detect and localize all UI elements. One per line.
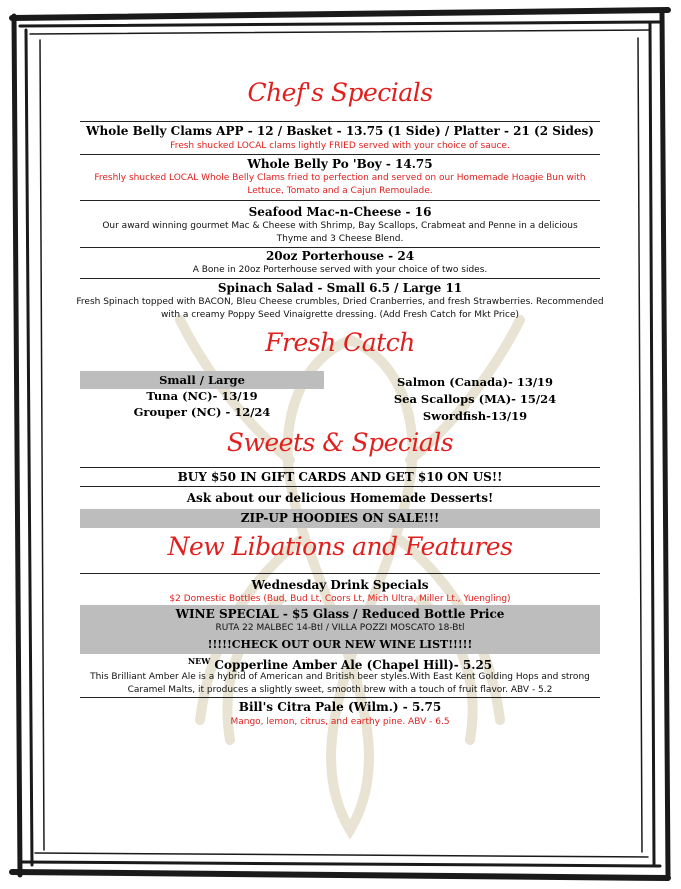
- divider: [80, 247, 600, 248]
- fresh-catch-item: Swordfish-13/19: [422, 409, 528, 423]
- divider: [80, 278, 600, 279]
- fresh-catch-item: Tuna (NC)- 13/19: [146, 389, 258, 403]
- copperline-desc: This Brilliant Amber Ale is a hybrid of American and British beer styles.With East Kent Golding Hops and strong Caramel Malts, it produces a slightly sweet, smooth brew with a touch of fruit flavor. ABV - 5.2: [90, 672, 590, 695]
- chefs-specials-title: Chef's Specials: [247, 78, 433, 107]
- fresh-catch-item: Grouper (NC) - 12/24: [133, 405, 271, 419]
- fresh-catch-item: Sea Scallops (MA)- 15/24: [393, 392, 557, 406]
- fresh-catch-title: Fresh Catch: [265, 328, 415, 357]
- porterhouse-desc: A Bone in 20oz Porterhouse served with your choice of two sides.: [192, 265, 488, 275]
- wine-list-line: !!!!!CHECK OUT OUR NEW WINE LIST!!!!!: [207, 638, 473, 651]
- libations-title: New Libations and Features: [167, 532, 513, 561]
- porterhouse-title: 20oz Porterhouse - 24: [265, 249, 415, 263]
- citra-pale-title: Bill's Citra Pale (Wilm.) - 5.75: [238, 700, 442, 714]
- spinach-salad-desc: Fresh Spinach topped with BACON, Bleu Cheese crumbles, Dried Cranberries, and fresh Strawberries. Recommended with a creamy Poppy Seed Vinaigrette dressing. (Add Fresh Catch for Mkt Price): [76, 297, 604, 320]
- wine-special-desc: RUTA 22 MALBEC 14-Btl / VILLA POZZI MOSCATO 18-Btl: [215, 623, 465, 633]
- divider: [80, 697, 600, 698]
- wednesday-desc: $2 Domestic Bottles (Bud, Bud Lt, Coors Lt, Mich Ultra, Miller Lt., Yuengling): [169, 594, 511, 604]
- new-badge: NEW: [187, 656, 211, 666]
- spinach-salad-title: Spinach Salad - Small 6.5 / Large 11: [217, 281, 463, 295]
- wednesday-title: Wednesday Drink Specials: [251, 578, 429, 592]
- whole-belly-clams-desc: Fresh shucked LOCAL clams lightly FRIED served with your choice of sauce.: [170, 141, 510, 151]
- fresh-catch-header: Small / Large: [159, 373, 245, 387]
- mac-n-cheese-title: Seafood Mac-n-Cheese - 16: [248, 205, 432, 219]
- sweets-specials-title: Sweets & Specials: [226, 428, 454, 457]
- copperline-title: [80, 656, 600, 672]
- divider: [80, 154, 600, 155]
- divider: [80, 486, 600, 487]
- gift-card-offer: BUY $50 IN GIFT CARDS AND GET $10 ON US!!: [177, 470, 503, 484]
- divider: [80, 200, 600, 201]
- desserts-line: Ask about our delicious Homemade Desserts!: [186, 491, 494, 505]
- po-boy-title: Whole Belly Po 'Boy - 14.75: [247, 157, 433, 171]
- copperline-name: Copperline Amber Ale (Chapel Hill)- 5.25: [214, 658, 493, 672]
- hoodies-line: ZIP-UP HOODIES ON SALE!!!: [240, 511, 440, 525]
- divider: [80, 121, 600, 122]
- mac-n-cheese-desc: Our award winning gourmet Mac & Cheese with Shrimp, Bay Scallops, Crabmeat and Penne in a delicious Thyme and 3 Cheese Blend.: [102, 221, 578, 244]
- whole-belly-clams-title: Whole Belly Clams APP - 12 / Basket - 13.75 (1 Side) / Platter - 21 (2 Sides): [86, 124, 594, 138]
- citra-pale-desc: Mango, lemon, citrus, and earthy pine. ABV - 6.5: [230, 717, 450, 727]
- divider: [80, 573, 600, 574]
- divider: [80, 467, 600, 468]
- fresh-catch-item: Salmon (Canada)- 13/19: [396, 375, 554, 389]
- wine-special-title: WINE SPECIAL - $5 Glass / Reduced Bottle Price: [175, 607, 505, 621]
- po-boy-desc: Freshly shucked LOCAL Whole Belly Clams fried to perfection and served on our Homemade Hoagie Bun with Lettuce, Tomato and a Cajun Remoulade.: [94, 173, 586, 196]
